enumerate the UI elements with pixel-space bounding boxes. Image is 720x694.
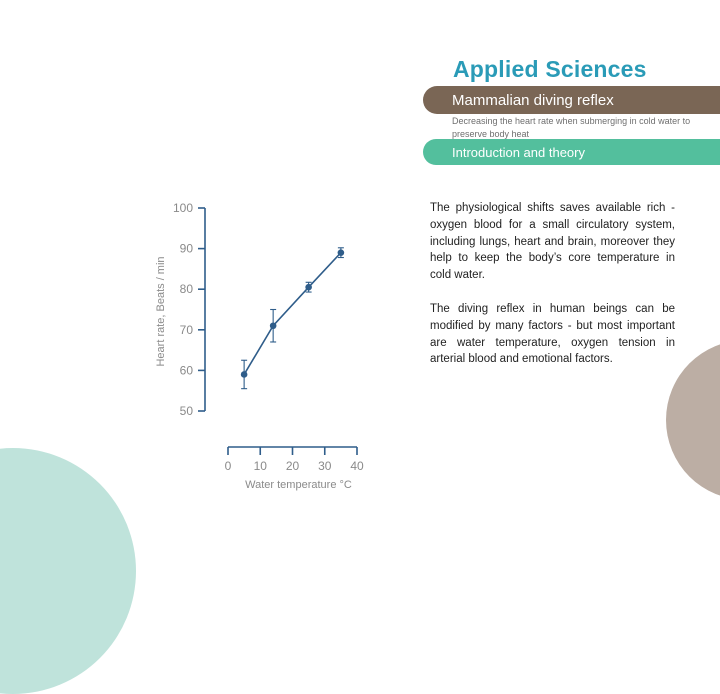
section-title: Introduction and theory [452,144,585,160]
data-point-1 [270,322,277,329]
section-bar [423,139,720,165]
slide-subtitle: Decreasing the heart rate when submerging in cold water to preserve body heat [452,116,691,139]
y-tick-label-100: 100 [172,201,193,215]
x-tick-label-0: 0 [224,459,232,473]
x-tick-label-10: 10 [253,459,267,473]
data-point-3 [338,249,345,256]
slide-title-bar [423,86,720,114]
paragraph-2: The diving reflex in human beings can be modified by many factors - but most important are water temperature, oxygen tension in arterial blood and emotional factors. [430,303,675,366]
data-point-2 [305,284,312,291]
brand-title: Applied Sciences [453,56,647,82]
y-tick-label-70: 70 [179,322,193,337]
slide-title: Mammalian diving reflex [452,91,614,109]
x-tick-label-20: 20 [285,459,300,473]
y-tick-label-80: 80 [179,282,193,297]
decorative-circle-left [0,448,136,694]
data-point-0 [241,371,248,378]
y-axis-title: Heart rate, Beats / min [155,256,167,367]
paragraph-1: The physiological shifts saves available rich -oxygen blood for a small circulatory system, including lungs, heart and brain, moreover they help to keep the body’s core temperature in cold water. [430,202,675,282]
y-tick-label-90: 90 [179,241,193,256]
x-tick-label-30: 30 [318,459,332,473]
heart-rate-chart [150,195,390,495]
series-line-0 [244,253,341,375]
y-tick-label-60: 60 [179,363,193,378]
x-axis-title: Water temperature °C [245,479,352,491]
y-tick-label-50: 50 [179,404,193,418]
x-tick-label-40: 40 [350,459,364,473]
